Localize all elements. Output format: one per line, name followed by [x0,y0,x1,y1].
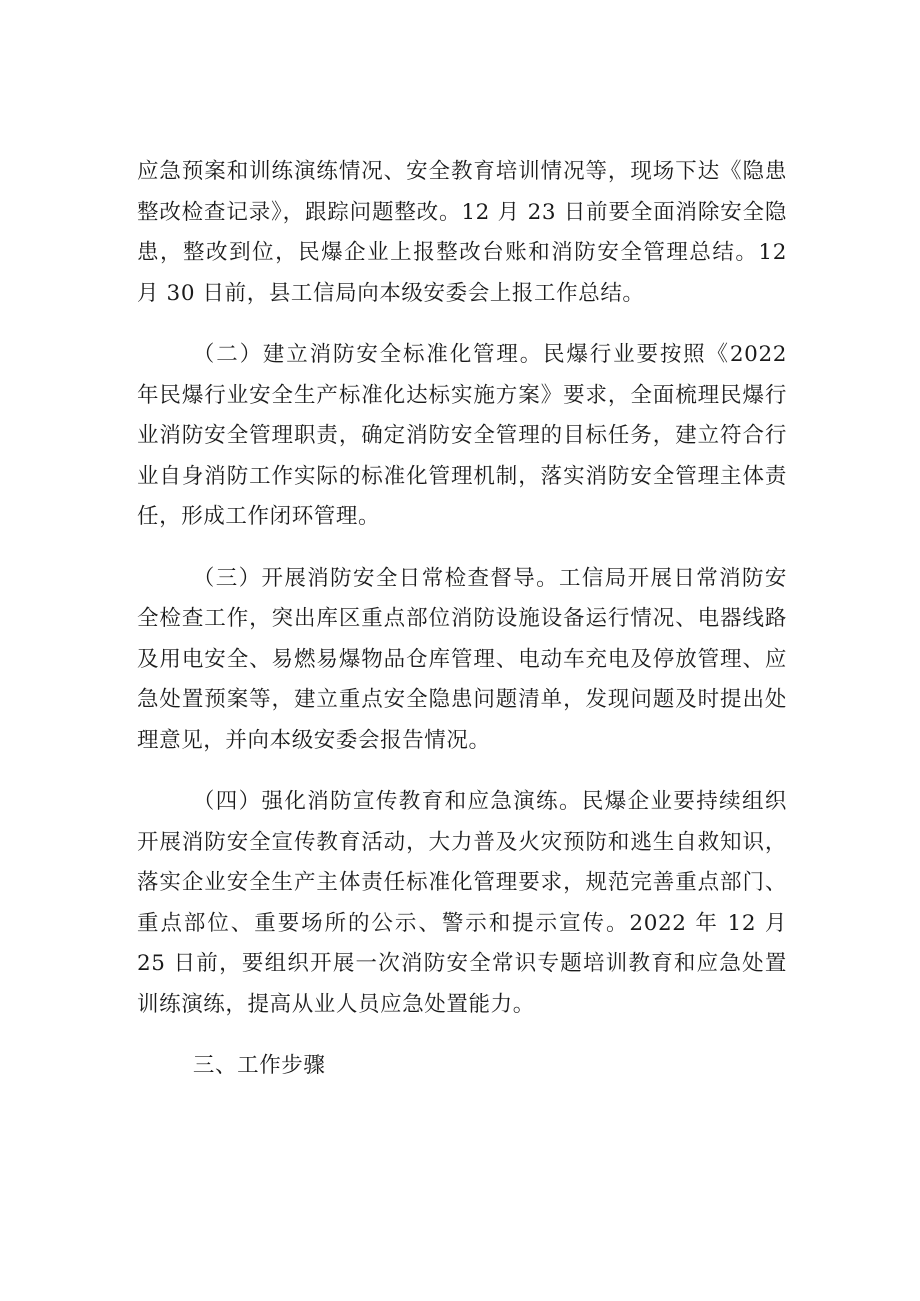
paragraph-item-2: （二）建立消防安全标准化管理。民爆行业要按照《2022 年民爆行业安全生产标准化达标实施方案》要求，全面梳理民爆行业消防安全管理职责，确定消防安全管理的目标任务，建立符合行业自身消防工作实际的标准化管理机制，落实消防安全管理主体责任，形成工作闭环管理。 [137,342,787,529]
document-body [137,152,787,1087]
paragraph-continuation: 应急预案和训练演练情况、安全教育培训情况等，现场下达《隐患整改检查记录》，跟踪问题整改。12 月 23 日前要全面消除安全隐患，整改到位，民爆企业上报整改台账和消防安全管理总结。12 月 30 日前，县工信局向本级安委会上报工作总结。 [137,159,787,306]
paragraph-item-4: （四）强化消防宣传教育和应急演练。民爆企业要持续组织开展消防安全宣传教育活动，大力普及火灾预防和逃生自救知识，落实企业安全生产主体责任标准化管理要求，规范完善重点部门、重点部位、重要场所的公示、警示和提示宣传。2022 年 12 月 25 日前，要组织开展一次消防安全常识专题培训教育和应急处置训练演练，提高从业人员应急处置能力。 [137,789,787,1017]
paragraph-item-3: （三）开展消防安全日常检查督导。工信局开展日常消防安全检查工作，突出库区重点部位消防设施设备运行情况、电器线路及用电安全、易燃易爆物品仓库管理、电动车充电及停放管理、应急处置预案等，建立重点安全隐患问题清单，发现问题及时提出处理意见，并向本级安委会报告情况。 [137,565,787,753]
section-heading: 三、工作步骤 [192,1053,326,1078]
